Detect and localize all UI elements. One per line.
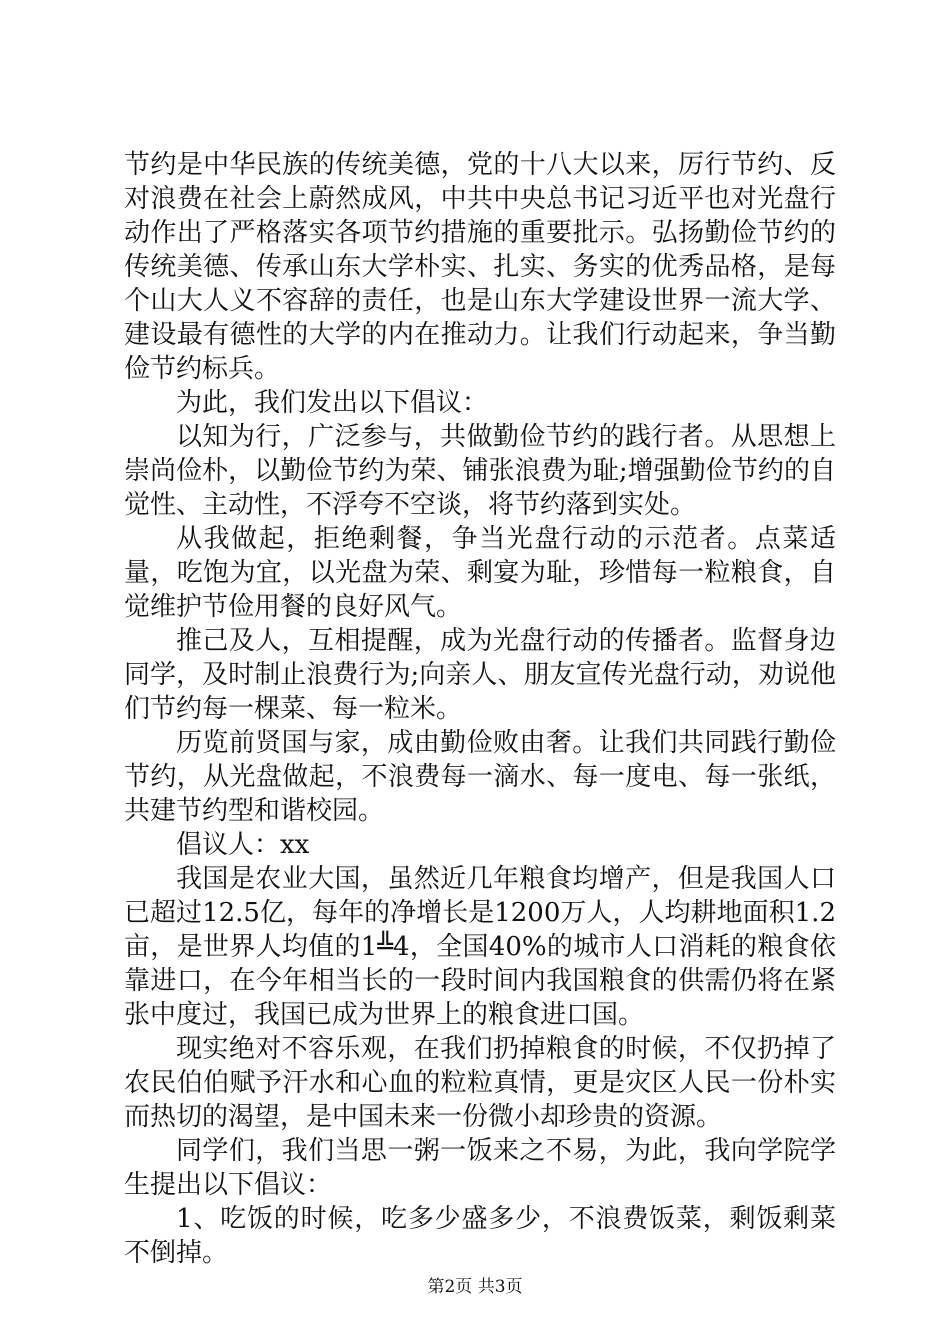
paragraph-proposal-2: 从我做起，拒绝剩餐，争当光盘行动的示范者。点菜适量，吃饱为宜，以光盘为荣、剩宴为耻，珍惜每一粒粮食，自觉维护节俭用餐的良好风气。 xyxy=(124,524,836,622)
document-body xyxy=(124,148,836,1270)
paragraph-closing: 历览前贤国与家，成由勤俭败由奢。让我们共同践行勤俭节约，从光盘做起，不浪费每一滴水、每一度电、每一张纸，共建节约型和谐校园。 xyxy=(124,728,836,826)
paragraph-students-lead: 同学们，我们当思一粥一饭来之不易，为此，我向学院学生提出以下倡议： xyxy=(124,1136,836,1200)
paragraph-item-1: 1、吃饭的时候，吃多少盛多少，不浪费饭菜，剩饭剩菜不倒掉。 xyxy=(124,1204,836,1268)
paragraph-signature: 倡议人：xx xyxy=(176,830,310,860)
paragraph-grain-facts: 我国是农业大国，虽然近几年粮食均增产，但是我国人口已超过12.5亿，每年的净增长是1200万人，人均耕地面积1.2亩，是世界人均值的1╩4，全国40%的城市人口消耗的粮食依靠进口，在今年相当长的一段时间内我国粮食的供需仍将在紧张中度过，我国已成为世界上的粮食进口国。 xyxy=(124,864,836,1030)
paragraph-proposal-1: 以知为行，广泛参与，共做勤俭节约的践行者。从思想上崇尚俭朴，以勤俭节约为荣、铺张浪费为耻;增强勤俭节约的自觉性、主动性，不浮夸不空谈，将节约落到实处。 xyxy=(124,422,836,520)
page-number: 第2页 共3页 xyxy=(427,1277,523,1297)
paragraph-proposal-lead: 为此，我们发出以下倡议： xyxy=(176,388,489,418)
paragraph-reality: 现实绝对不容乐观，在我们扔掉粮食的时候，不仅扔掉了农民伯伯赋予汗水和心血的粒粒真情，更是灾区人民一份朴实而热切的渴望，是中国未来一份微小却珍贵的资源。 xyxy=(124,1034,836,1132)
paragraph-intro: 节约是中华民族的传统美德，党的十八大以来，厉行节约、反对浪费在社会上蔚然成风，中共中央总书记习近平也对光盘行动作出了严格落实各项节约措施的重要批示。弘扬勤俭节约的传统美德、传承山东大学朴实、扎实、务实的优秀品格，是每个山大人义不容辞的责任，也是山东大学建设世界一流大学、建设最有德性的大学的内在推动力。让我们行动起来，争当勤俭节约标兵。 xyxy=(124,150,836,384)
paragraph-proposal-3: 推己及人，互相提醒，成为光盘行动的传播者。监督身边同学，及时制止浪费行为;向亲人、朋友宣传光盘行动，劝说他们节约每一棵菜、每一粒米。 xyxy=(124,626,836,724)
